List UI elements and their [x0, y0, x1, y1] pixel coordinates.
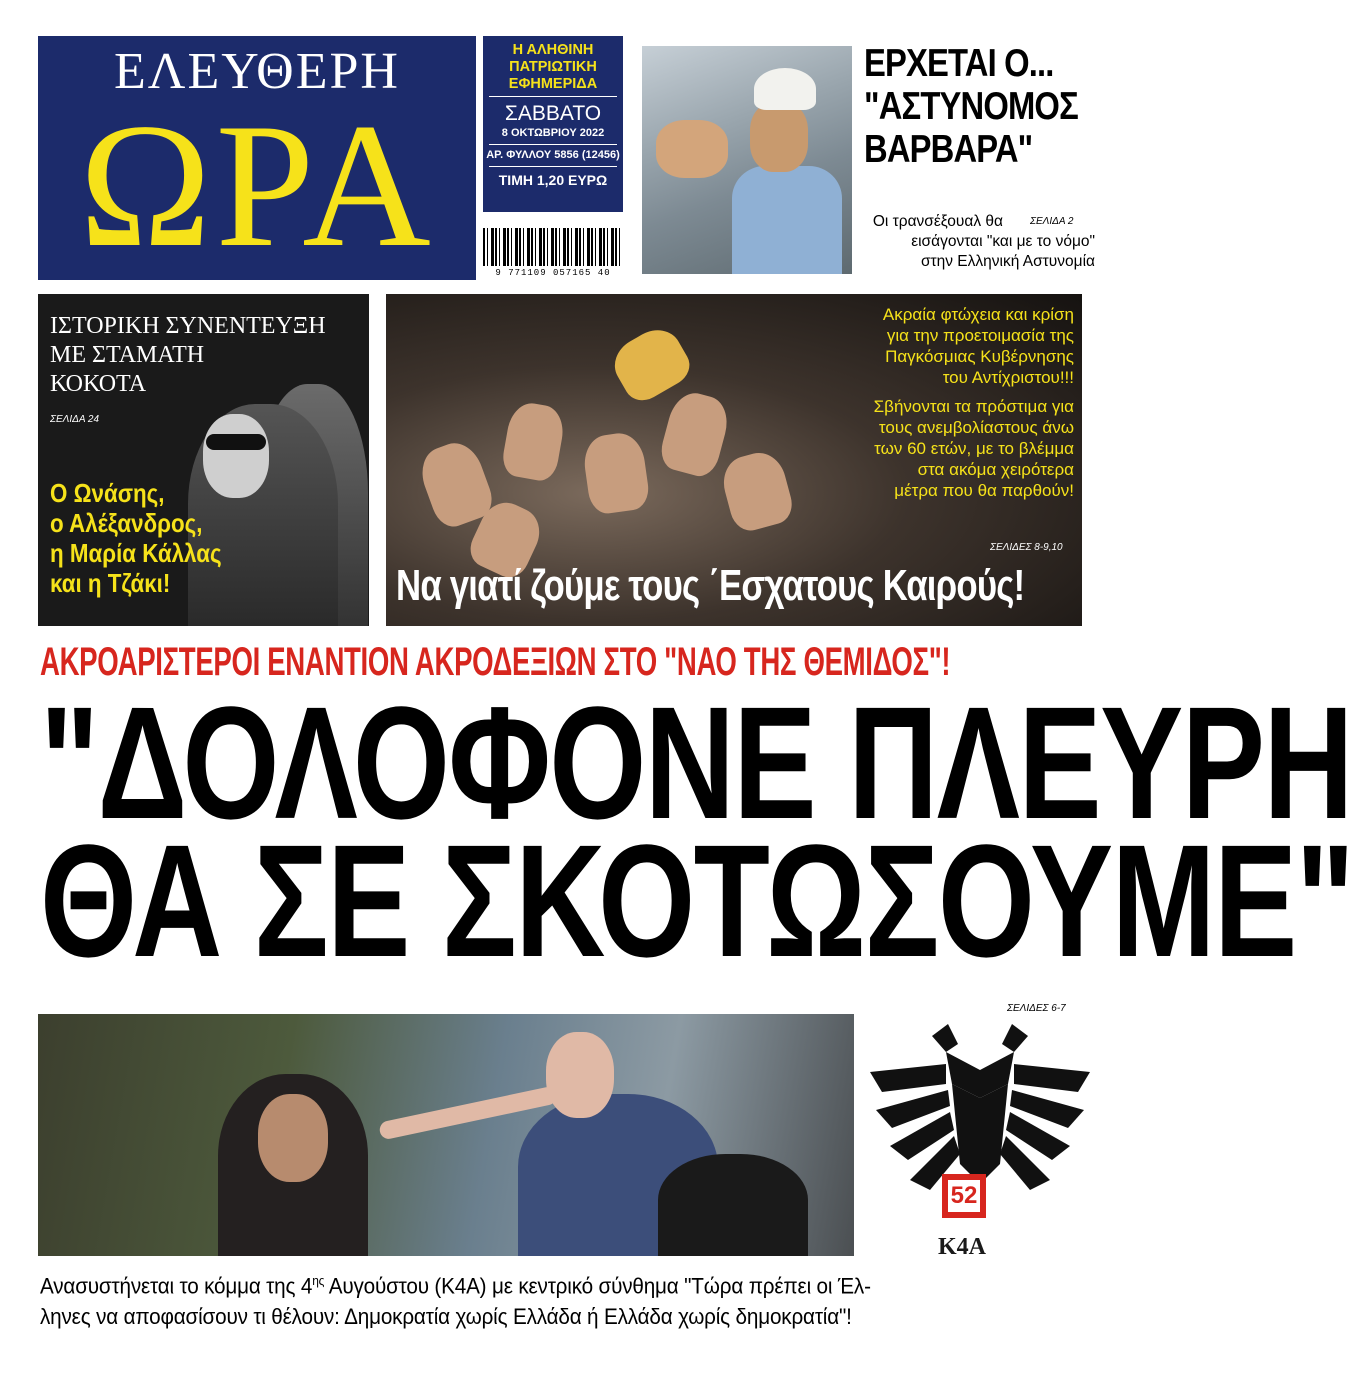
issue-date: 8 ΟΚΤΩΒΡΙΟΥ 2022	[501, 127, 605, 139]
caption-line1	[40, 1266, 1098, 1302]
caption-line1-a: Ανασυστήνεται το κόμμα της 4	[40, 1273, 313, 1299]
crowd-para1-line3: Παγκόσμιας Κυβέρνησης	[885, 347, 1074, 366]
caption-line1-b: Αυγούστου (Κ4Α) με κεντρικό σύνθημα "Τώρα πρέπει οι Έλ-	[324, 1273, 871, 1299]
onassis-headline-line3: ΚΟΚΟΤΑ	[50, 371, 147, 397]
police-headline-line1: ΕΡΧΕΤΑΙ Ο...	[864, 42, 1054, 85]
emblem-number: 52	[950, 1182, 978, 1209]
crowd-para2-line4: στα ακόμα χειρότερα	[917, 460, 1074, 479]
barcode-icon	[483, 228, 623, 266]
main-headline-line1: "ΔΟΛΟΦΟΝΕ ΠΛΕΥΡΗ	[40, 673, 1353, 852]
police-sub-line1: Οι τρανσέξουαλ θα	[872, 213, 1003, 230]
onassis-names-line3: η Μαρία Κάλλας	[50, 538, 222, 568]
onassis-names-line2: ο Αλέξανδρος,	[50, 508, 203, 538]
main-page-ref: ΣΕΛΙΔΕΣ 6-7	[1007, 1003, 1066, 1014]
onassis-headline-line2: ΜΕ ΣΤΑΜΑΤΗ	[50, 342, 205, 368]
police-officer-photo	[642, 46, 852, 274]
divider	[489, 166, 617, 167]
crowd-para1-line4: του Αντίχριστου!!!	[942, 368, 1074, 387]
photo-woman-face	[258, 1094, 328, 1182]
photo-man-face	[546, 1032, 614, 1118]
issue-price: ΤΙΜΗ 1,20 ΕΥΡΩ	[498, 172, 608, 188]
photo-glasses	[206, 434, 266, 450]
photo-masked-person	[658, 1154, 808, 1256]
onassis-names	[50, 478, 222, 598]
caption-line2: ληνες να αποφασίσουν τι θέλουν: Δημοκρατία χωρίς Ελλάδα ή Ελλάδα χωρίς δημοκρατία"!	[40, 1303, 852, 1329]
photo-face	[750, 102, 808, 172]
divider	[489, 96, 617, 97]
photo-hand	[581, 430, 651, 516]
photo-hand	[717, 447, 796, 535]
photo-hand	[606, 321, 697, 408]
crowd-para1-line2: για την προετοιμασία της	[886, 326, 1074, 345]
masthead-logo: ΩΡΑ	[79, 86, 435, 284]
crowd-para1-line1: Ακραία φτώχεια και κρίση	[882, 305, 1074, 324]
masthead	[38, 36, 476, 284]
crowd-para2-line5: μέτρα που θα παρθούν!	[894, 481, 1074, 500]
police-sub-line2: εισάγονται "και με το νόμο"	[911, 233, 1095, 250]
police-sub-line3: στην Ελληνική Αστυνομία	[920, 253, 1095, 270]
main-caption	[40, 1266, 1098, 1332]
crowd-story-text	[836, 304, 1074, 509]
main-kicker: ΑΚΡΟΑΡΙΣΤΕΡΟΙ ΕΝΑΝΤΙΟΝ ΑΚΡΟΔΕΞΙΩΝ ΣΤΟ "ΝΑΟ ΤΗΣ ΘΕΜΙΔΟΣ"!	[40, 640, 951, 684]
eagle-emblem-icon	[862, 1014, 1098, 1260]
photo-hand	[500, 400, 567, 483]
crowd-para2-line2: τους ανεμβολίαστους άνω	[878, 418, 1074, 437]
barcode-number: 9 771109 057165 40	[495, 268, 611, 278]
onassis-headline-line1: ΙΣΤΟΡΙΚΗ ΣΥΝΕΝΤΕΥΞΗ	[50, 313, 326, 339]
tagline-line2: ΠΑΤΡΙΩΤΙΚΗ	[509, 59, 597, 75]
photo-hand	[657, 388, 734, 480]
main-headline	[40, 673, 1353, 990]
photo-shirt	[732, 166, 842, 274]
photo-helmet	[754, 68, 816, 110]
onassis-names-line1: Ο Ωνάσης,	[50, 478, 165, 508]
masthead-line1: ΕΛΕΥΘΕΡΗ	[114, 43, 400, 100]
crowd-para1	[836, 304, 1074, 388]
onassis-page-ref: ΣΕΛΙΔΑ 24	[50, 414, 100, 425]
issue-number: ΑΡ. ΦΥΛΛΟΥ 5856 (12456)	[486, 149, 620, 161]
emblem-label: K4A	[938, 1234, 986, 1260]
police-headline-line3: ΒΑΡΒΑΡΑ"	[864, 128, 1033, 171]
photo-hand	[656, 120, 728, 178]
onassis-names-line4: και η Τζάκι!	[50, 568, 171, 598]
tagline-line1: Η ΑΛΗΘΙΝΗ	[512, 42, 594, 58]
tagline-line3: ΕΦΗΜΕΡΙΔΑ	[508, 76, 598, 92]
police-headline-line2: "ΑΣΤΥΝΟΜΟΣ	[864, 85, 1078, 128]
courtroom-photo	[38, 1014, 854, 1256]
crowd-para2-line3: των 60 ετών, με το βλέμμα	[874, 439, 1074, 458]
onassis-headline	[50, 312, 350, 399]
caption-superscript: ης	[312, 1273, 325, 1288]
tagline	[483, 36, 623, 93]
issue-day: ΣΑΒΒΑΤΟ	[504, 102, 602, 125]
divider	[489, 144, 617, 145]
main-headline-line2: ΘΑ ΣΕ ΣΚΟΤΩΣΟΥΜΕ"	[40, 811, 1353, 990]
crowd-headline: Να γιατί ζούμε τους ΄Εσχατους Καιρούς!	[396, 561, 1025, 610]
crowd-para2-line1: Σβήνονται τα πρόστιμα για	[873, 397, 1074, 416]
issue-info-box	[483, 36, 623, 212]
police-page-ref: ΣΕΛΙΔΑ 2	[1030, 216, 1074, 227]
crowd-page-ref: ΣΕΛΙΔΕΣ 8-9,10	[990, 542, 1063, 553]
police-headline	[864, 42, 1078, 171]
crowd-para2	[836, 396, 1074, 501]
